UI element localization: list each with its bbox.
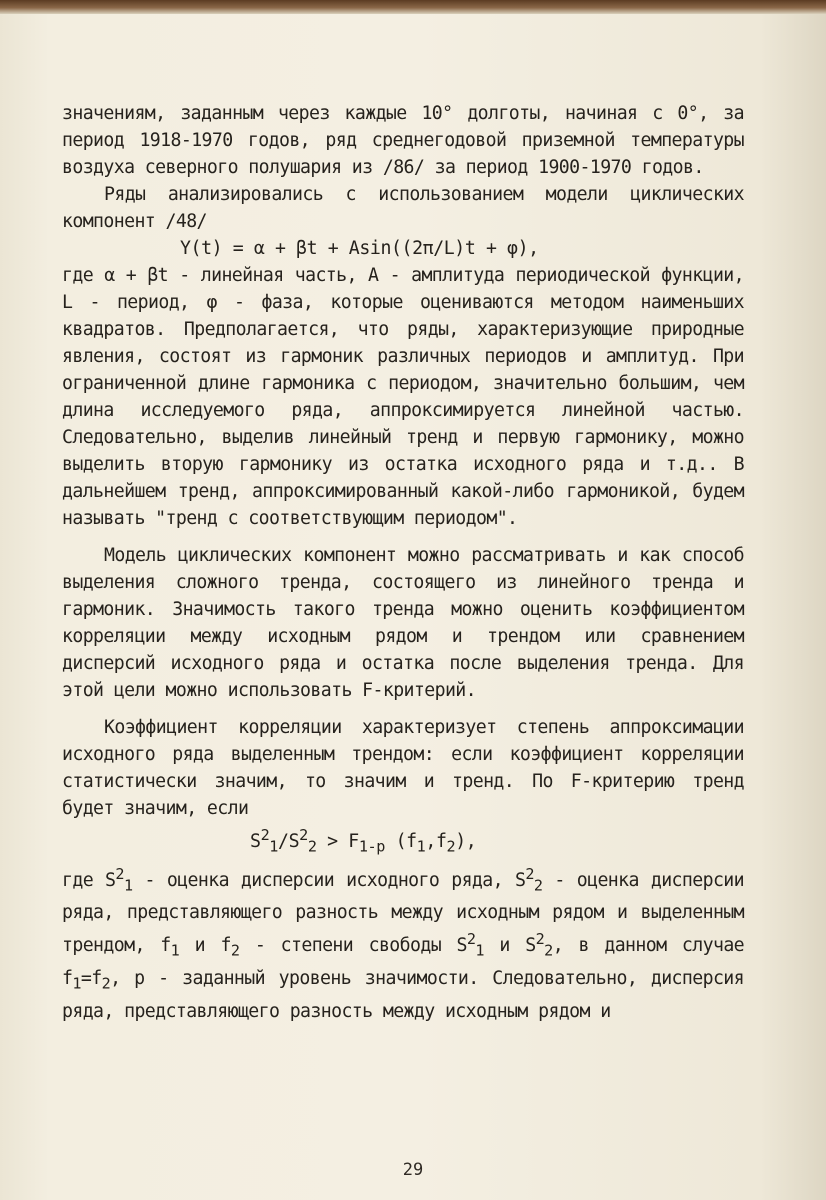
paragraph-2: Ряды анализировались с использованием модели циклических компонент /48/ xyxy=(62,184,744,232)
paragraph-1: значениям, заданным через каждые 10° долготы, начиная с 0°, за период 1918-1970 годов, ряд среднегодовой приземной температуры воздуха северного полушария из /86/ за период 1900-1970 годов. xyxy=(62,103,744,178)
formula-cyclic-model: Y(t) = α + βt + Asin((2π/L)t + φ), xyxy=(180,238,539,259)
paragraph-4: Модель циклических компонент можно рассматривать и как способ выделения сложного тренда, состоящего из линейного тренда и гармоник. Значимость такого тренда можно оценить коэффициентом корреляции между исходным рядом и трендом или сравнением дисперсий исходного ряда и остатка после выделения тренда. Для этой цели можно использовать F-критерий. xyxy=(62,545,744,701)
paragraph-3: где α + βt - линейная часть, A - амплитуда периодической функции, L - период, φ - фаза, которые оцениваются методом наименьших квадратов. Предполагается, что ряды, характеризующие природные явления, состоят из гармоник различных периодов и амплитуд. При ограниченной длине гармоника с периодом, значительно большим, чем длина исследуемого ряда, аппроксимируется линейной частью. Следовательно, выделив линейный тренд и первую гармонику, можно выделить вторую гармонику из остатка исходного ряда и т.д.. В дальнейшем тренд, аппроксимированный какой-либо гармоникой, будем называть "тренд с соответствующим периодом". xyxy=(62,265,744,529)
paragraph-6: где $S^2_1$ - оценка дисперсии исходного ряда, $S^2_2$ - оценка дисперсии ряда, представляющего разность между исходным рядом и выделенным трендом, $f_1$ и $f_2$ - степени свободы $S^2_1$ и $S^2_2$, в данном случае $f_1=f_2$, p - заданный уровень значимости. Следовательно, дисперсия ряда, представляющего разность между исходным рядом и xyxy=(62,864,745,1022)
paragraph-5: Коэффициент корреляции характеризует степень аппроксимации исходного ряда выделенным трендом: если коэффициент корреляции статистически значим, то значим и тренд. По F-критерию тренд будет значим, если xyxy=(62,717,744,819)
page-number: 29 xyxy=(402,1160,424,1180)
formula-f-criterion: $S^2_1/S^2_2 > F_{1-p}$ $(f_1,f_2)$, xyxy=(250,826,477,856)
body-text xyxy=(62,100,744,1025)
page-top-edge xyxy=(0,0,826,14)
